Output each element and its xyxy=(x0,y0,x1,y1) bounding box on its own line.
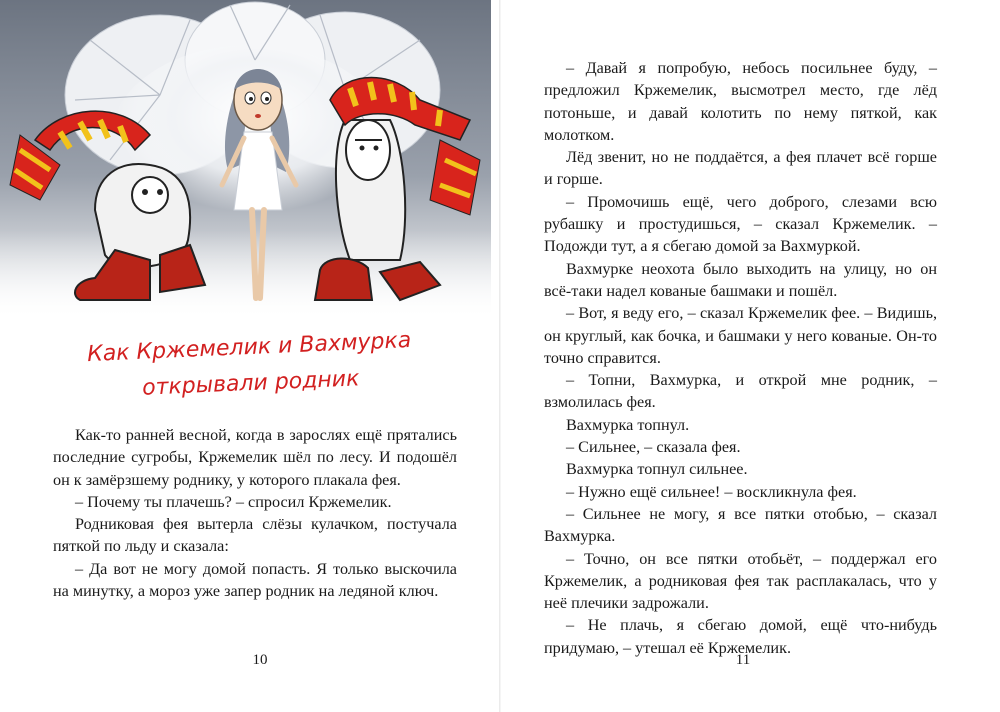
paragraph: – Сильнее, – сказала фея. xyxy=(566,438,741,457)
chapter-title-line-2: открывали родник xyxy=(141,366,360,401)
page-number-left: 10 xyxy=(252,652,268,668)
paragraph: Вахмурка топнул сильнее. xyxy=(566,460,748,479)
illustration-fairy-and-two-gnomes xyxy=(0,0,491,320)
paragraph: – Давай я попробую, небось посильнее буду, – предложил Кржемелик, высмотрел место, где лёд потоньше, и давай колотить по нему пяткой, как молотком. xyxy=(544,59,937,144)
paragraph: Вахмурка топнул. xyxy=(566,415,690,434)
left-page-text xyxy=(53,424,457,602)
paragraph: Как-то ранней весной, когда в зарослях ещё прятались последние сугробы, Кржемелик шёл по лесу. И подошёл он к замёрзшему роднику, у которого плакала фея. xyxy=(53,426,457,489)
paragraph: – Промочишь ещё, чего доброго, слезами всю рубашку и простудишься, – сказал Кржемелик. – Подожди тут, а я сбегаю домой за Вахмуркой. xyxy=(544,192,937,256)
paragraph: – Точно, он все пятки отобьёт, – поддержал его Кржемелик, а родниковая фея так расплакалась, что у неё плечики задрожали. xyxy=(544,549,937,613)
paragraph: – Нужно ещё сильнее! – воскликнула фея. xyxy=(566,482,857,501)
paragraph: Лёд звенит, но не поддаётся, а фея плачет всё горше и горше. xyxy=(544,148,937,189)
paragraph: Родниковая фея вытерла слёзы кулачком, постучала пяткой по льду и сказала: xyxy=(53,515,457,556)
chapter-title-line-1: Как Кржемелик и Вахмурка xyxy=(86,327,412,368)
paragraph: – Сильнее не могу, я все пятки отобью, – сказал Вахмурка. xyxy=(544,504,937,546)
right-page-text xyxy=(544,57,937,659)
paragraph: – Да вот не могу домой попасть. Я только выскочила на минутку, а мороз уже запер родник на ледяной ключ. xyxy=(53,559,457,601)
chapter-title xyxy=(59,322,442,411)
paragraph: – Почему ты плачешь? – спросил Кржемелик. xyxy=(75,492,392,511)
paragraph: – Не плачь, я сбегаю домой, ещё что-нибудь придумаю, – утешал её Кржемелик. xyxy=(544,616,937,657)
paragraph: – Топни, Вахмурка, и открой мне родник, – взмолилась фея. xyxy=(544,371,937,412)
paragraph: – Вот, я веду его, – сказал Кржемелик фее. – Видишь, он круглый, как бочка, и башмаки у него кованые. Он-то точно справится. xyxy=(544,304,937,367)
page-number-right: 11 xyxy=(735,652,751,668)
paragraph: Вахмурке неохота было выходить на улицу, но он всё-таки надел кованые башмаки и пошёл. xyxy=(544,259,937,300)
